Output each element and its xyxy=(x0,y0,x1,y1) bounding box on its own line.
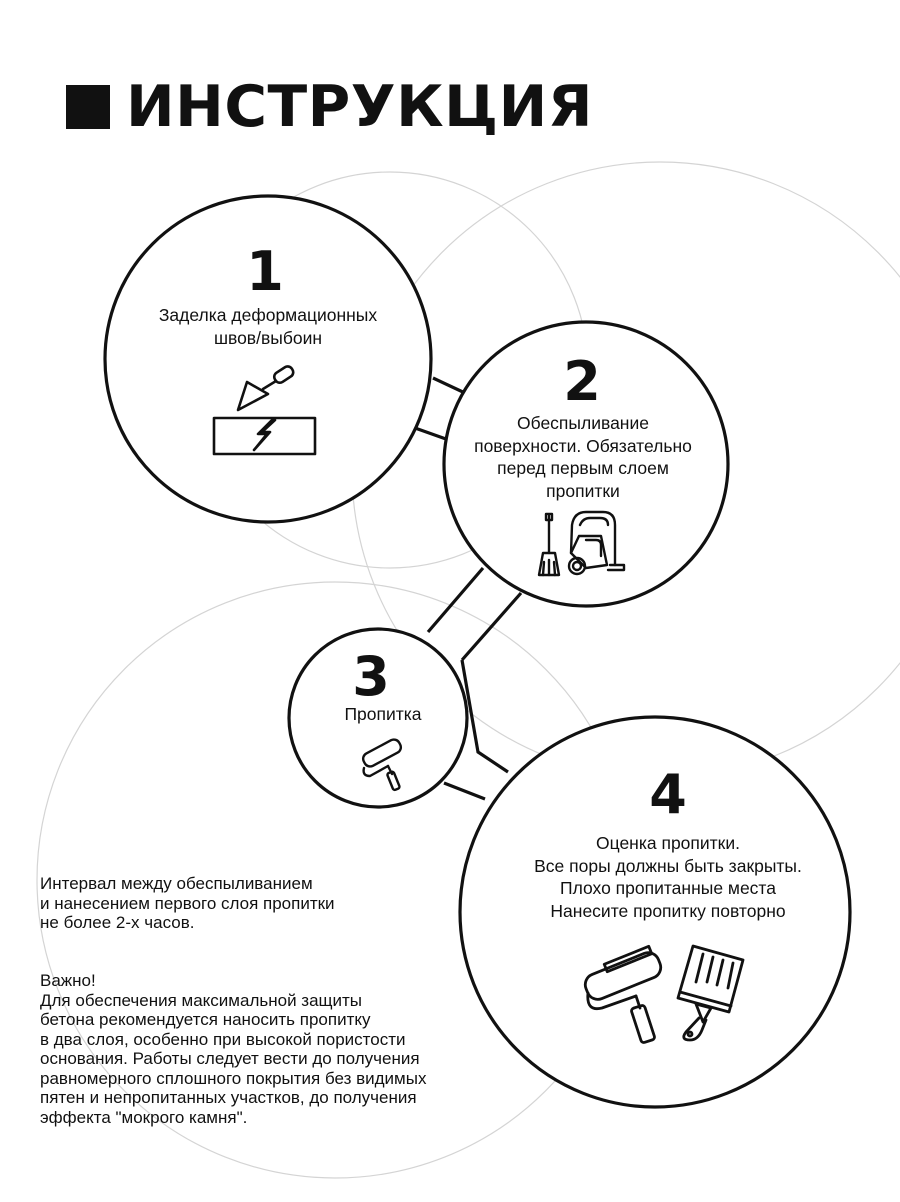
step-4-line: Нанесите пропитку повторно xyxy=(550,900,786,921)
connector-3-4-lower xyxy=(444,783,485,799)
step-4-line: Все поры должны быть закрыты. xyxy=(534,855,802,876)
important-line: Для обеспечения максимальной защиты xyxy=(40,990,363,1010)
important-line: основания. Работы следует вести до получения xyxy=(40,1049,420,1068)
interval-note-line: не более 2-х часов. xyxy=(40,913,195,932)
step-3-number: 3 xyxy=(352,645,390,708)
step-1-line: Заделка деформационных xyxy=(158,305,378,325)
important-line: пятен и непропитанных участков, до получения xyxy=(40,1088,417,1107)
step-2-line: перед первым слоем xyxy=(497,458,669,478)
title-square-icon xyxy=(66,85,110,129)
important-line: бетона рекомендуется наносить пропитку xyxy=(40,1010,371,1029)
step-4-line: Оценка пропитки. xyxy=(596,833,740,853)
important-line: в два слоя, особенно при высокой пористости xyxy=(40,1029,406,1049)
connector-2-3-right xyxy=(462,593,521,660)
important-line: эффекта "мокрого камня". xyxy=(40,1107,248,1127)
step-2-number: 2 xyxy=(563,350,601,413)
important-line: равномерного сплошного покрытия без видимых xyxy=(40,1068,427,1088)
step-4-number: 4 xyxy=(649,763,687,826)
step-2-line: Обеспыливание xyxy=(517,413,649,433)
step-1-line: швов/выбоин xyxy=(213,327,323,348)
step-3-line: Пропитка xyxy=(344,704,422,724)
interval-note-line: Интервал между обеспыливанием xyxy=(40,874,313,893)
step-2-text xyxy=(452,412,714,502)
page-title xyxy=(66,72,594,142)
connector-3-4-upper xyxy=(462,660,508,772)
step-2-line: пропитки xyxy=(546,480,620,501)
step-2-line: поверхности. Обязательно xyxy=(474,435,692,456)
interval-note xyxy=(40,874,335,933)
step-4-text xyxy=(498,832,838,922)
interval-note-line: и нанесением первого слоя пропитки xyxy=(40,893,335,913)
step-1-number: 1 xyxy=(246,240,284,303)
step-1-text xyxy=(128,304,408,349)
title-text: ИНСТРУКЦИЯ xyxy=(126,73,594,140)
important-heading: Важно! xyxy=(40,971,96,990)
important-note xyxy=(40,971,426,1127)
step-3-text xyxy=(313,703,453,726)
step-4-line: Плохо пропитанные места xyxy=(560,878,776,898)
